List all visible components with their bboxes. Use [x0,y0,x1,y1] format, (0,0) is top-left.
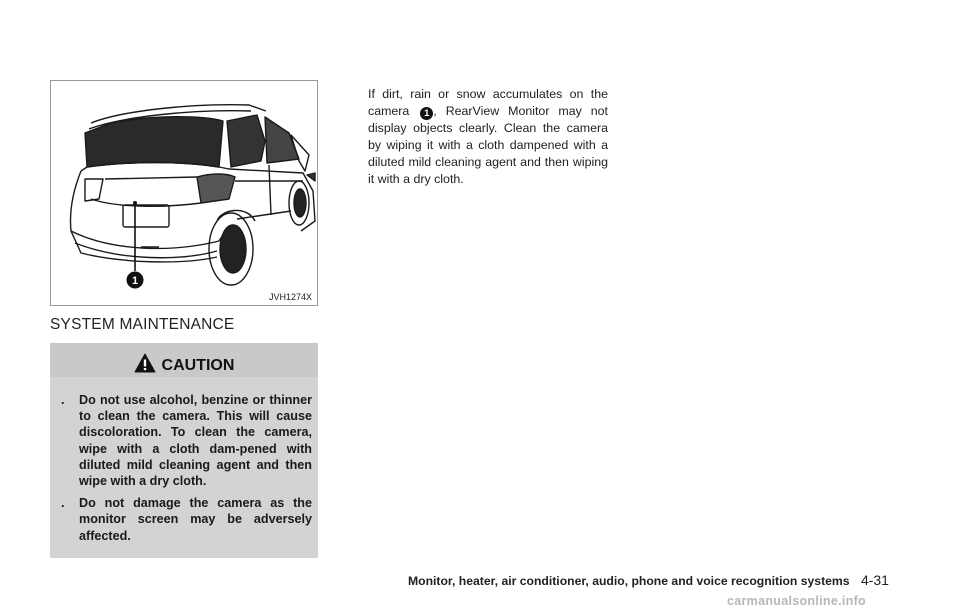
page-footer [408,572,889,588]
paragraph-text-before: If dirt, rain or snow accumulates on the camera [368,87,608,118]
warning-triangle-icon [134,353,156,378]
caution-item [60,392,312,489]
page-number: 4-31 [860,572,889,588]
callout-number-icon: 1 [420,107,433,120]
caution-box [50,343,318,558]
paragraph-text-after: , RearView Monitor may not display objects clearly. Clean the camera by wiping it with a cloth dampened with a diluted mild cleaning agent and then wiping it with a dry cloth. [368,104,608,186]
watermark: carmanualsonline.info [727,594,866,608]
figure-callout-number: 1 [131,275,139,287]
bullet: . [61,393,65,407]
figure-code: JVH1274X [268,292,312,302]
minivan-rear-drawing [51,81,317,305]
caution-item-text: Do not damage the camera as the monitor screen may be adversely affected. [79,496,312,543]
caution-list [60,392,312,550]
caution-heading [50,353,318,378]
bullet: . [61,496,65,511]
maintenance-paragraph [368,86,608,188]
caution-item [60,495,312,544]
section-title: SYSTEM MAINTENANCE [50,316,235,333]
caution-heading-text: CAUTION [161,357,235,374]
footer-section-name: Monitor, heater, air conditioner, audio, phone and voice recognition systems [408,574,850,588]
vehicle-illustration [50,80,318,306]
caution-item-text: Do not use alcohol, benzine or thinner to clean the camera. This will cause discoloration. To clean the camera, wipe with a cloth dam-pened with diluted mild cleaning agent and then wipe with a dry cloth. [79,393,312,489]
